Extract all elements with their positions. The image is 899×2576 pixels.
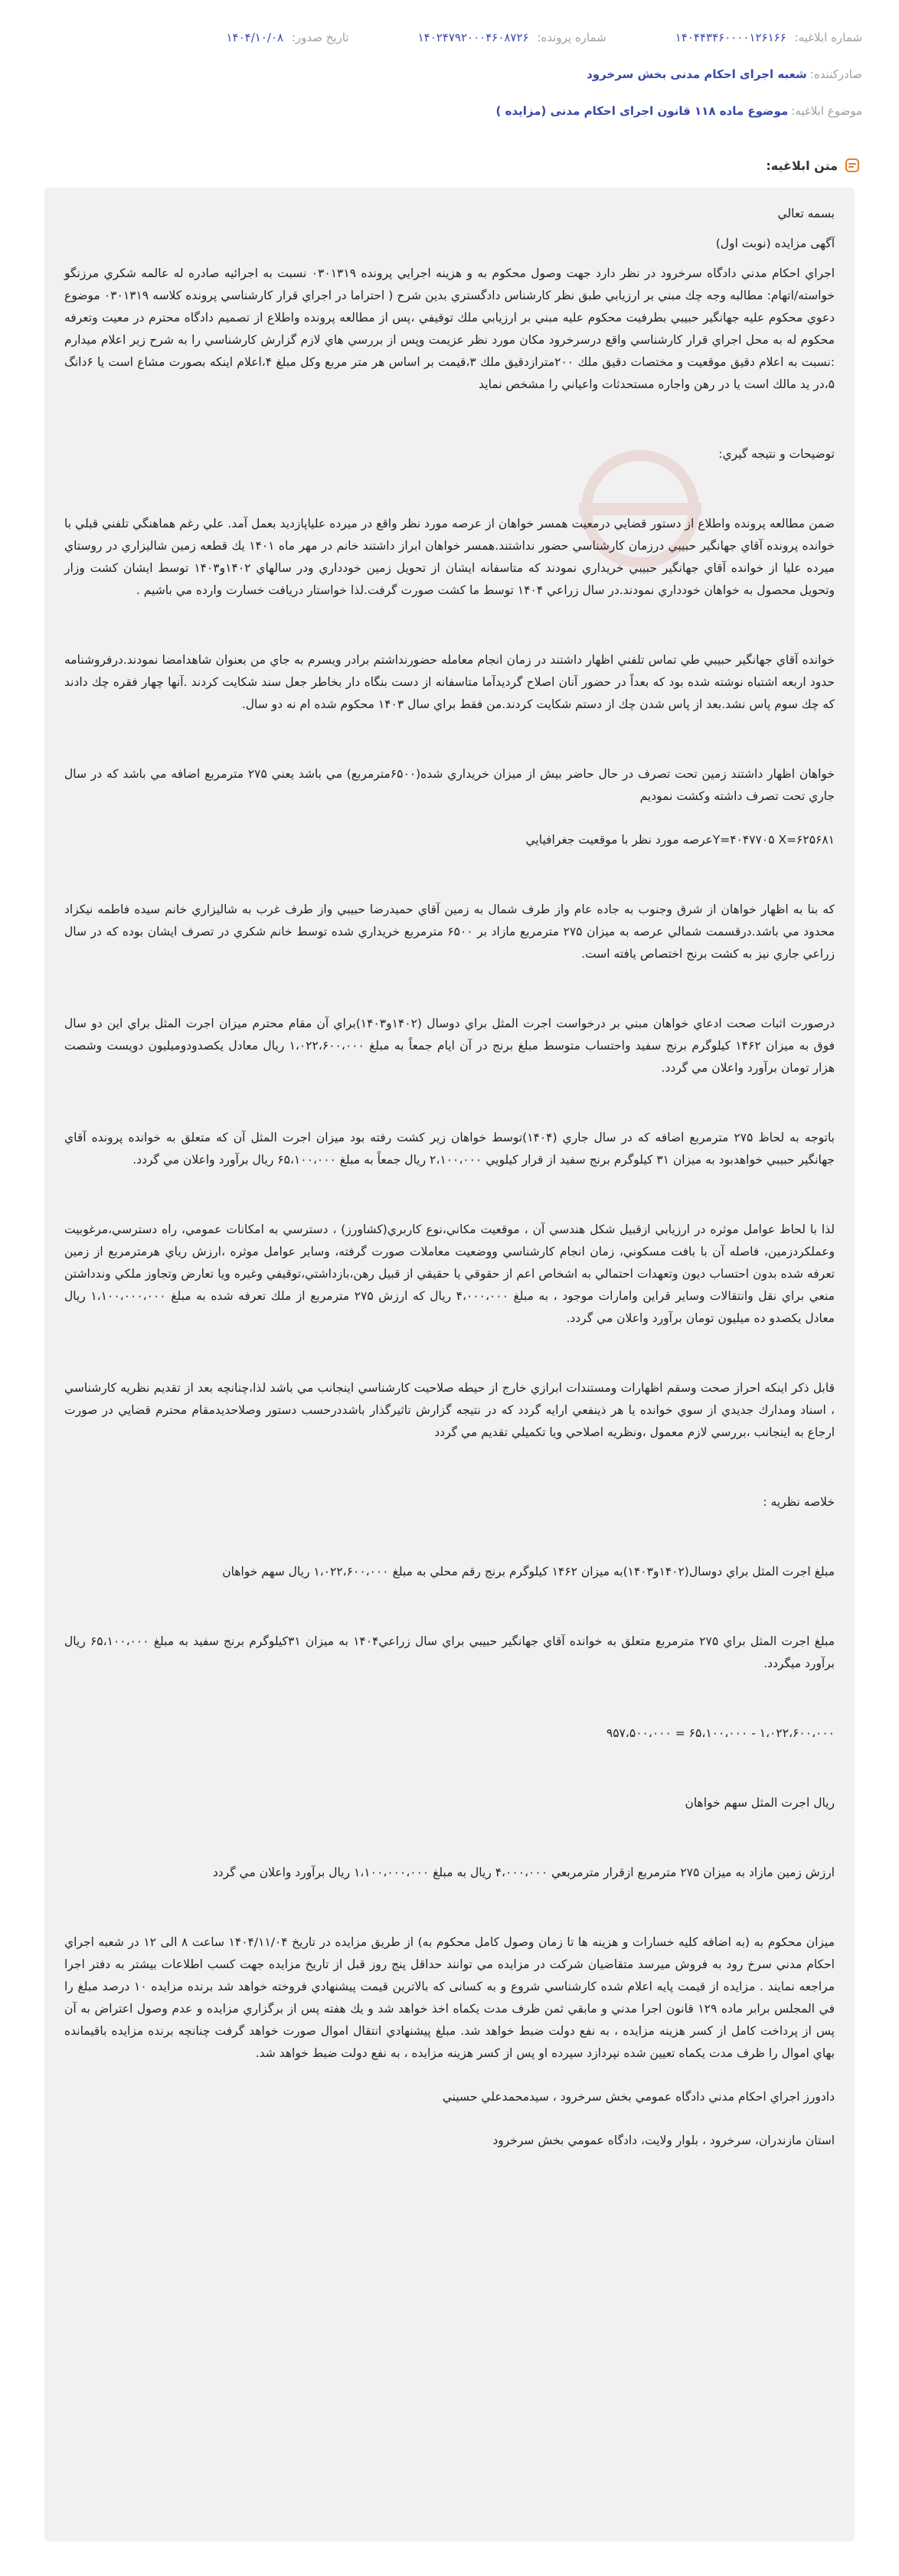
case-number-value: ۱۴۰۲۴۷۹۲۰۰۰۴۶۰۸۷۲۶	[417, 31, 529, 44]
notice-body	[44, 188, 855, 2542]
body-summary-1: مبلغ اجرت المثل براي دوسال(۱۴۰۲و۱۴۰۳)به ميزان ۱۴۶۲ كيلوگرم برنج رقم محلي به مبلغ ۱،۰۲۲،۶۰۰،۰۰۰ ريال سهم خواهان	[222, 1565, 835, 1579]
body-coordinates: Y=۴۰۴۷۷۰۵ X=۶۲۵۶۸۱عرصه مورد نظر با موقعيت جغرافيايي	[525, 833, 835, 847]
body-explanations-heading: توضيحات و نتيجه گيري:	[718, 447, 835, 461]
body-paragraph-6: خوانده آقاي جهانگير حبيبي طي تماس تلفني اظهار داشتند در زمان انجام معامله حضورنداشتم برادر ويسرم به جاي من بعنوان شاهدامضا نمودند.درفروشنامه حدود اربعه اشتباه نوشته شده بود كه بعداً در حضور آنان اصلاح گرديدآما متاسفانه از دست بنگاه دار بخاطر جعل سند شكايت كردند .آنها چهار فقره چك دادند كه چك سوم پاس نشد.بعد از پاس شدن چك از دستم شكايت كردند.من فقط براي سال ۱۴۰۳ محكوم شده ام نه دو سال.	[64, 653, 835, 711]
subject-value: موضوع ماده ۱۱۸ قانون اجرای احکام مدنی (مزایده )	[495, 104, 789, 118]
issue-date-label: تاریخ صدور:	[291, 31, 349, 44]
issuer-value: شعبه اجرای احکام مدنی بخش سرخرود	[587, 67, 807, 81]
body-address: استان مازندران، سرخرود ، بلوار ولايت، دادگاه عمومي بخش سرخرود	[492, 2134, 835, 2147]
subject-row	[37, 104, 862, 141]
body-paragraph-13: قابل ذكر اينكه احراز صحت وسقم اظهارات ومستندات ابرازي خارج از حيطه صلاحيت كارشناسي اينجانب مي باشد لذا،چنانچه بعد از تقديم نظريه كارشناسي ، اسناد ومدارك جديدي از سوي خوانده يا هر ذينفعي ارايه گردد كه در نتيجه گزارش تاثيرگذار باشددرحسب دستور وصلاحديدمقام محترم قضايي در صورت ارجاع به اينجانب ،بررسي لازم معمول ،ونظريه اصلاحي ويا تكميلي تقديم مي گردد	[64, 1381, 835, 1439]
notice-header	[37, 31, 862, 141]
notice-number	[675, 31, 862, 44]
body-summary-4: ارزش زمين مازاد به ميزان ۲۷۵ مترمربع ازقرار مترمربعي ۴،۰۰۰،۰۰۰ ريال به مبلغ ۱،۱۰۰،۰۰۰،۰۰۰ ريال برآورد واعلان مي گردد	[212, 1866, 835, 1879]
body-calculation: ۱،۰۲۲،۶۰۰،۰۰۰ - ۶۵،۱۰۰،۰۰۰ = ۹۵۷،۵۰۰،۰۰۰	[606, 1726, 835, 1740]
body-paragraph-11: باتوجه به لحاظ ۲۷۵ مترمربع اضافه كه در سال جاري (۱۴۰۴)توسط خواهان زير كشت رفته بود ميزان اجرت المثل آن كه متعلق به خوانده پرونده آقاي جهانگير حبيبي خواهدبود به ميزان ۳۱ كيلوگرم برنج سفيد از قرار كيلويي ۲،۱۰۰،۰۰۰ ريال جمعاً به مبلغ ۶۵،۱۰۰،۰۰۰ ريال برآورد واعلان مي گردد.	[64, 1131, 835, 1167]
body-paragraph-5: ضمن مطالعه پرونده واطلاع از دستور قضايي درمعيت همسر خواهان از عرصه مورد نظر واقع در ميرده علياپازديد بعمل آمد. علي رغم هماهنگي تلفني قبلي با خوانده پرونده آقاي جهانگير حبيبي درزمان كارشناسي حضور نداشتند.همسر خواهان ابراز داشتند خانم در مهر ماه ۱۴۰۱ يك قطعه زمين شالیزاري در روستاي ميرده عليا از خوانده آقاي جهانگير حبيبي خريداري نمودند كه متاسفانه ايشان از تحويل زمين خودداري ودر سالهاي ۱۴۰۲و۱۴۰۳ توسط ايشان كشت وزار وتحويل محصول به خواهان خودداري نمودند.در سال زراعي ۱۴۰۴ توسط ما كشت صورت گرفت.لذا خواستار دريافت خسارت وارده مي باشيم .	[64, 517, 835, 597]
notice-number-label: شماره ابلاغیه:	[794, 31, 862, 44]
case-number	[418, 31, 606, 44]
issue-date-value: ۱۴۰۴/۱۰/۰۸	[226, 31, 284, 44]
body-summary-heading: خلاصه نظريه :	[763, 1495, 835, 1509]
case-number-label: شماره پرونده:	[537, 31, 606, 44]
body-paragraph-9: كه بنا به اظهار خواهان از شرق وجنوب به جاده عام واز طرف شمال به زمين آقاي حميدرضا حبيبي واز طرف غرب به شالیزاري خانم سيده فاطمه نيكزاد محدود مي باشد.درقسمت شمالي عرصه به ميزان ۲۷۵ مترمربع مازاد بر ۶۵۰۰ مترمربع خريداري شده توسط خانم شكري در تصرف ايشان بوده كه در سال زراعي جاري نيز به كشت برنج اختصاص يافته است.	[64, 903, 835, 961]
body-summary-2: مبلغ اجرت المثل براي ۲۷۵ مترمربع متعلق به خوانده آقاي جهانگير حبيبي براي سال زراعي۱۴۰۴ به ميزان ۳۱كيلوگرم برنج سفيد به مبلغ ۶۵،۱۰۰،۰۰۰ ريال برآورد ميگردد.	[64, 1634, 835, 1670]
notice-number-value: ۱۴۰۴۴۳۴۶۰۰۰۰۱۲۶۱۶۶	[675, 31, 786, 44]
body-signature: دادورز اجراي احكام مدني دادگاه عمومي بخش سرخرود ، سيدمحمدعلي حسيني	[442, 2090, 835, 2104]
section-title-text: متن ابلاغیه:	[766, 158, 838, 173]
body-intro-paragraph: اجراي احكام مدني دادگاه سرخرود در نظر دارد جهت وصول محكوم به و هزينه اجرايي پرونده ۰۳۰۱۳۱۹ نسبت به اجرائيه صادره له عالمه شكري مرزنگو خواسته/اتهام: مطالبه وجه چك مبني بر ارزيابي طبق نظر كارشناس دادگستري بدين شرح ( احتراما در اجراي قرار كارشناسي پرونده كلاسه ۰۳۰۱۳۱۹ موضوع دعوي محكوم عليه جهانگير حبيبي بطرفيت محكوم عليه مبني بر ارزيابي ملك توقيفي ،پس از مطالعه پرونده واطلاع از تصميم دادگاه محترم در معيت وتعرفه محكوم له به محل اجراي قرار كارشناسي واقع درسرخرود مكان مورد نظر عزيمت وپس از بررسي هاي لازم گزارش كارشناسي را به شرح زير اعلام ميدارم :نسبت به اعلام دقيق موقعيت و مختصات دقيق ملك ۲۰۰مترازدقيق ملك ۳،قيمت بر اساس هر متر مربع وكل مبلغ ۴،اعلام اينكه بصورت مشاع است يا ۶دانگ ۵،در يد مالك است يا در رهن واجاره مستحدثات واعياني را مشخص نمايد	[64, 266, 835, 391]
section-title	[766, 157, 861, 174]
body-summary-3: ريال اجرت المثل سهم خواهان	[685, 1796, 835, 1810]
body-bismillah: بسمه تعالي	[777, 207, 835, 220]
subject-label: موضوع ابلاغیه:	[791, 104, 862, 118]
issue-date	[226, 31, 348, 44]
issuer-row	[37, 67, 862, 104]
issuer-label: صادرکننده:	[809, 67, 862, 81]
body-paragraph-7: خواهان اظهار داشتند زمين تحت تصرف در حال حاضر بيش از ميزان خريداري شده(۶۵۰۰مترمربع) مي باشد يعني ۲۷۵ مترمربع اضافه مي باشد كه در سال جاري تحت تصرف داشته وكشت نموديم	[64, 767, 835, 803]
body-auction-title: آگهی مزایده (نوبت اول)	[715, 237, 835, 250]
body-paragraph-12: لذا با لحاظ عوامل موثره در ارزيابي ازقبيل شكل هندسي آن ، موقعيت مكاني،نوع كاربري(كشاورز) ، دسترسي به امكانات عمومي، راه دسترسي،مرغوبيت وعملكردزمين، فاصله آن با بافت مسكوني، زمان انجام كارشناسي ووضعيت معاملات صورت گرفته، وساير عوامل موثره ،ارزش رياي هرمترمربع از زمين تعرفه شده بدون احتساب ديون وتعهدات احتمالي به اشخاص اعم از حقوقي يا حقيقي از قبيل رهن،بازداشتي،توقيفي وغيره ويا تعارض وتجاوز ملكي وندداشتن منعي براي نقل وانتقالات وساير قراين وامارات موجود ، به مبلغ ۴،۰۰۰،۰۰۰ ريال كه ارزش ۲۷۵ مترمربع از ملك تعرفه شده به مبلغ ۱،۱۰۰،۰۰۰،۰۰۰ ريال معادل يكصدو ده ميليون تومان برآورد واعلان مي گردد.	[64, 1223, 835, 1325]
meta-row	[37, 31, 862, 67]
document-icon	[844, 157, 861, 174]
body-paragraph-10: درصورت اثبات صحت ادعاي خواهان مبني بر درخواست اجرت المثل براي دوسال (۱۴۰۲و۱۴۰۳)براي آن مقام محترم ميزان اجرت المثل براي اين دو سال فوق به ميزان ۱۴۶۲ كيلوگرم برنج سفيد واحتساب متوسط مبلغ برنج در آن ايام جمعاً به مبلغ ۱،۰۲۲،۶۰۰،۰۰۰ ريال معادل يكصدودوميليون دويست وشصت هزار تومان برآورد واعلان مي گردد.	[64, 1017, 835, 1075]
body-auction-terms: ميزان محكوم به (به اضافه كليه خسارات و هزينه ها تا زمان وصول كامل محكوم به) از طريق مزايده در تاريخ ۱۴۰۴/۱۱/۰۴ ساعت ۸ الی ۱۲ در شعبه اجراي احكام مدني سرخ رود به فروش ميرسد متقاضيان شركت در مزايده مي توانند حداقل پنج روز قبل از تاريخ مزايده جهت كسب اطلاعات بيشتر به دفتر اجرا مراجعه نمايند . مزايده از قيمت پايه اعلام شده كارشناسي شروع و به كسانی كه بالاترين قيمت پيشنهادي فروخته خواهد شد برنده مزايده ۱۰ درصد مبلغ را في المجلس برابر ماده ۱۲۹ قانون اجرا مدني و مابقي ثمن ظرف مدت يكماه اخذ خواهد شد و يك هفته پس از برگزاري مزايده و عدم وصول اعتراض به آن پس از پرداخت كامل از كسر هزينه مزايده ، به نفع دولت ضبط خواهد شد. مبلغ پيشنهادي انتقال اموال صورت خواهد گرفت چنانچه برنده مزايده باقيمانده بهاي اموال را ظرف مدت يكماه تعيين شده نپردازد سپرده او پس از كسر هزينه مزايده ، به نفع دولت ضبط خواهد شد.	[64, 1935, 835, 2060]
